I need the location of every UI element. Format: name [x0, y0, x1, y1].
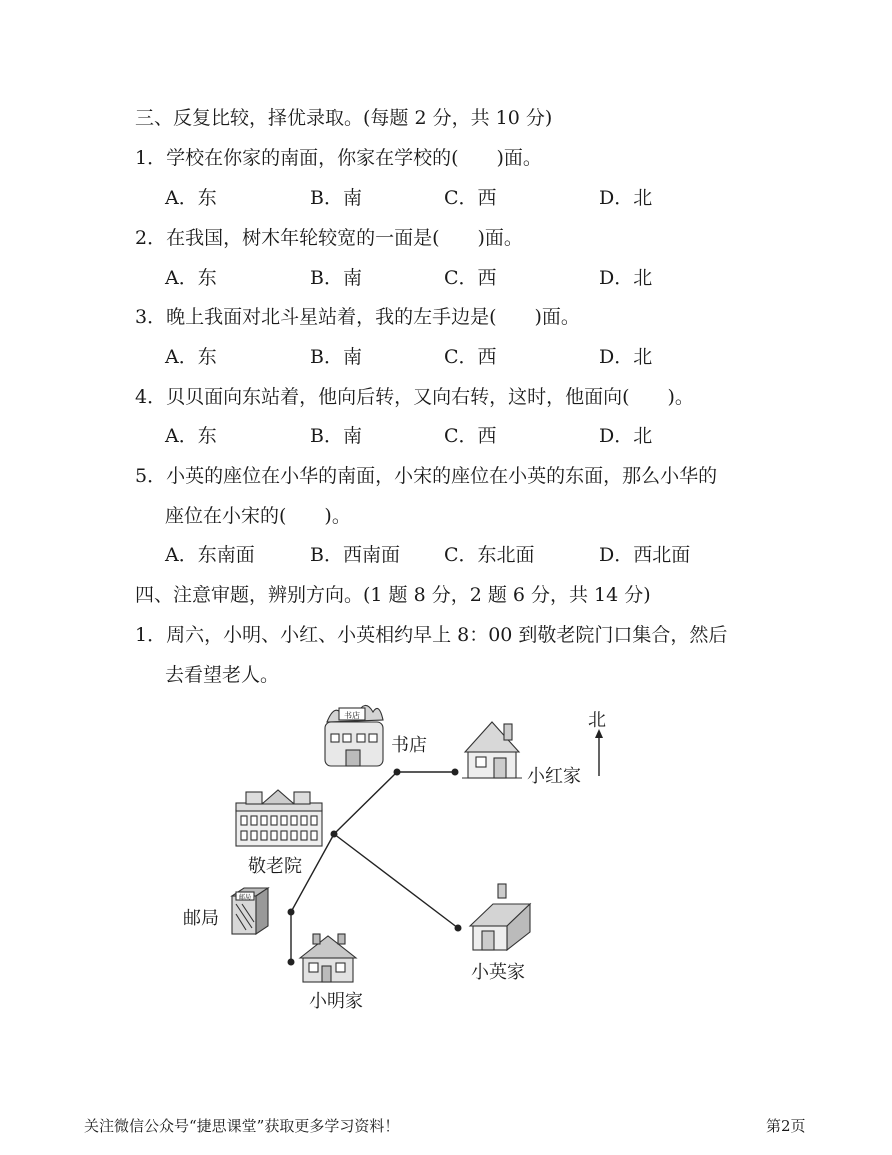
post-sign-text: 邮局	[238, 894, 252, 901]
question-4-option-d: D．北	[599, 425, 653, 447]
node-post-office	[288, 909, 295, 916]
section4-heading: 四、注意审题，辨别方向。(1 题 8 分，2 题 6 分，共 14 分)	[135, 584, 651, 606]
question-3-option-b: B．南	[310, 346, 362, 368]
question-2-option-d: D．北	[599, 267, 653, 289]
north-label: 北	[588, 710, 606, 731]
xiaoming-house-icon	[300, 934, 356, 982]
question-2-text: 2．在我国，树木年轮较宽的一面是( )面。	[135, 227, 523, 249]
question-5-option-a: A．东南面	[165, 544, 255, 566]
footer-promo-text: 关注微信公众号“捷思课堂”获取更多学习资料！	[84, 1117, 400, 1135]
nursing-home-building-icon	[236, 790, 322, 846]
bookstore-sign-text: 书店	[344, 711, 360, 720]
section4-question-1-text: 1．周六，小明、小红、小英相约早上 8：00 到敬老院门口集合，然后	[135, 624, 728, 646]
xiaoying-house-icon	[470, 884, 530, 950]
question-1-option-d: D．北	[599, 187, 653, 209]
question-3-option-c: C．西	[444, 346, 497, 368]
xiaohong-home-label: 小红家	[527, 766, 581, 787]
node-xiaoming	[288, 959, 295, 966]
question-5-text-continued: 座位在小宋的( )。	[165, 505, 351, 527]
page-number: 第2页	[766, 1117, 806, 1135]
question-3-option-a: A．东	[165, 346, 217, 368]
question-4-text: 4．贝贝面向东站着，他向后转，又向右转，这时，他面向( )。	[135, 386, 694, 408]
question-1-option-a: A．东	[165, 187, 217, 209]
bookstore-label: 书店	[391, 735, 427, 756]
question-4-option-a: A．东	[165, 425, 217, 447]
question-5-option-b: B．西南面	[310, 544, 400, 566]
north-arrow-icon	[595, 729, 603, 776]
node-bookstore	[394, 769, 401, 776]
question-5-option-c: C．东北面	[444, 544, 535, 566]
question-1-option-c: C．西	[444, 187, 497, 209]
question-1-option-b: B．南	[310, 187, 362, 209]
post-office-label: 邮局	[183, 908, 219, 929]
road-junction-xiaoying	[334, 834, 458, 928]
question-2-option-c: C．西	[444, 267, 497, 289]
bookstore-building-icon	[325, 705, 383, 766]
question-3-text: 3．晚上我面对北斗星站着，我的左手边是( )面。	[135, 306, 580, 328]
post-office-building-icon	[232, 888, 268, 934]
road-bookstore-junction	[334, 772, 397, 834]
section3-heading: 三、反复比较，择优录取。(每题 2 分，共 10 分)	[135, 107, 553, 129]
nursing-home-label: 敬老院	[248, 856, 302, 877]
xiaohong-house-icon	[462, 722, 522, 778]
node-nursing-home	[331, 831, 338, 838]
question-1-text: 1．学校在你家的南面，你家在学校的( )面。	[135, 147, 542, 169]
question-5-option-d: D．西北面	[599, 544, 691, 566]
question-3-option-d: D．北	[599, 346, 653, 368]
question-5-text: 5．小英的座位在小华的南面，小宋的座位在小英的东面，那么小华的	[135, 465, 718, 487]
node-xiaohong	[452, 769, 459, 776]
question-4-option-c: C．西	[444, 425, 497, 447]
section4-question-1-text-continued: 去看望老人。	[165, 664, 280, 686]
question-4-option-b: B．南	[310, 425, 362, 447]
node-xiaoying	[455, 925, 462, 932]
question-2-option-b: B．南	[310, 267, 362, 289]
xiaoming-home-label: 小明家	[309, 991, 363, 1012]
xiaoying-home-label: 小英家	[471, 962, 525, 983]
question-2-option-a: A．东	[165, 267, 217, 289]
